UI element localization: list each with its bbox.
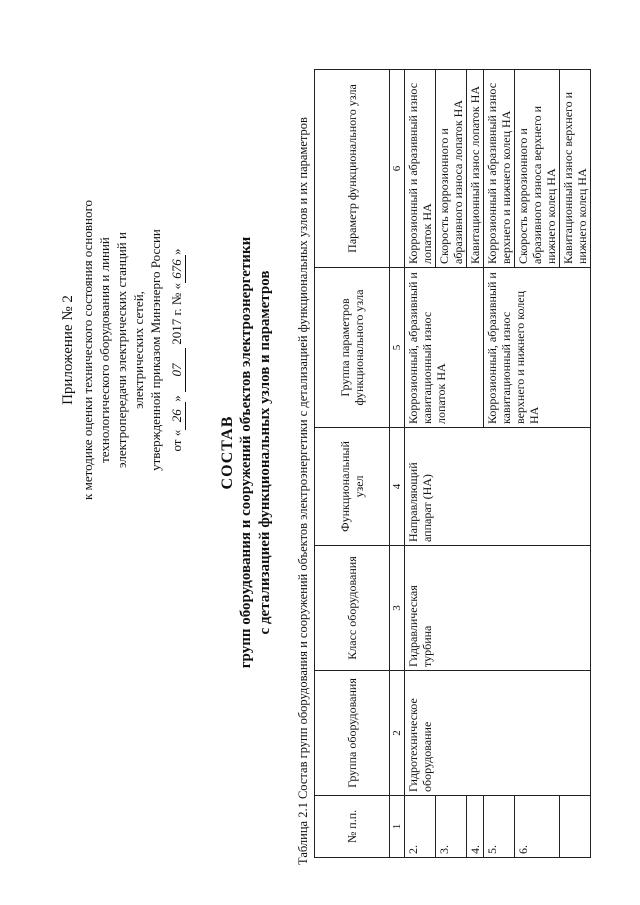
approval-line: от «26» 07 2017 г. № «676» [169, 248, 184, 452]
cell-class: Гидравлическая турбина [405, 546, 591, 671]
header-line: технологического оборудования и линий [97, 237, 112, 463]
header-cell-class: Класс оборудования [315, 546, 390, 671]
document-subtitle-1: групп оборудования и сооружений объектов электроэнергетики [238, 236, 254, 669]
header-cell-param: Параметр функционального узла [315, 70, 390, 268]
header-cell-node: Функциональный узел [315, 428, 390, 546]
header-line: утвержденной приказом Минэнерго России [148, 229, 163, 471]
row-number: 3. [436, 796, 467, 858]
cell-node: Направляющий аппарат (НА) [405, 428, 591, 546]
equipment-table [314, 69, 591, 858]
document-subtitle-2: с детализацией функциональных узлов и параметров [257, 270, 273, 635]
column-number: 3 [390, 546, 405, 671]
row-number: 6. [515, 796, 560, 858]
table-row [405, 70, 436, 858]
header-line: электропередачи электрических станций и [114, 232, 129, 468]
document-title-block [218, 0, 275, 905]
approval-month: 07 [168, 348, 186, 392]
row-number: 5. [484, 796, 515, 858]
column-number: 6 [390, 70, 405, 268]
cell-param: Коррозионный и абразивный износ лопаток НА [405, 70, 436, 268]
header-line: электрических сетей, [131, 291, 146, 409]
row-number: 2. [405, 796, 436, 858]
cell-param: Кавитационный износ верхнего и нижнего колец НА [560, 70, 591, 268]
cell-param-group: Коррозионный, абразивный и кавитационный износ лопаток НА [405, 268, 484, 428]
header-cell-group: Группа оборудования [315, 671, 390, 796]
document-title: СОСТАВ [219, 415, 236, 490]
appendix-title: Приложение № 2 [60, 295, 76, 405]
column-number: 1 [390, 796, 405, 858]
cell-group: Гидротехническое оборудование [405, 671, 591, 796]
column-number: 5 [390, 268, 405, 428]
header-cell-param-group: Группа параметров функционального узла [315, 268, 390, 428]
table-header-row [315, 70, 390, 858]
column-number-row [390, 70, 405, 858]
appendix-header [60, 60, 186, 640]
cell-param: Скорость коррозионного и абразивного износа лопаток НА [436, 70, 467, 268]
table-caption: Таблица 2.1 Состав групп оборудования и сооружений объектов электроэнергетики с детализацией функциональных узлов и их параметров [296, 117, 310, 865]
approval-year: 2017 г. № « [169, 282, 184, 345]
row-number: 4. [467, 796, 484, 858]
cell-param: Скорость коррозионного и абразивного износа верхнего и нижнего колец НА [515, 70, 560, 268]
approval-number: 676 [168, 255, 186, 283]
approval-day: 26 [168, 402, 186, 430]
cell-param: Кавитационный износ лопаток НА [467, 70, 484, 268]
row-number [560, 796, 591, 858]
cell-param-group: Коррозионный, абразивный и кавитационный износ верхнего и нижнего колец НА [484, 268, 591, 428]
column-number: 2 [390, 671, 405, 796]
header-cell-number: № п.п. [315, 796, 390, 858]
column-number: 4 [390, 428, 405, 546]
header-line: к методике оценки технического состояния основного [80, 200, 95, 500]
cell-param: Коррозионный и абразивный износ верхнего и нижнего колец НА [484, 70, 515, 268]
